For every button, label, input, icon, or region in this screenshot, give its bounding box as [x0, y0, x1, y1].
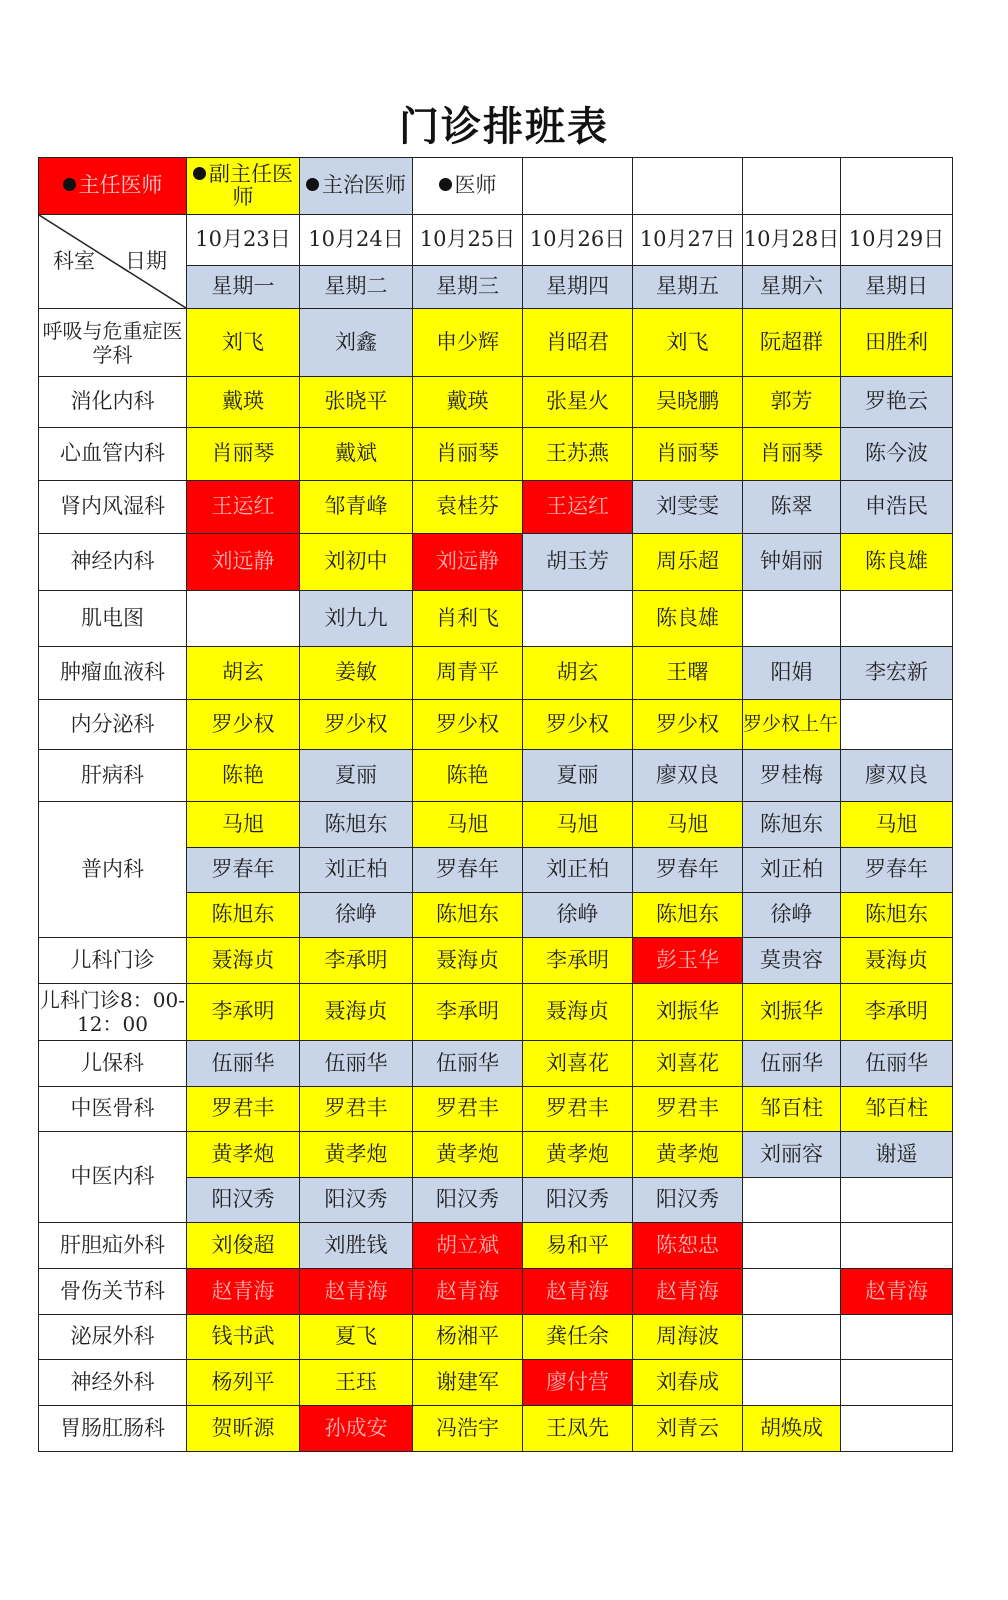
doctor-cell: 黄孝炮 — [523, 1132, 633, 1178]
doctor-cell: 夏丽 — [300, 750, 413, 802]
legend-zhuren: 主任医师 — [39, 158, 187, 215]
doctor-cell: 陈艳 — [413, 750, 523, 802]
table-row — [39, 802, 953, 848]
doctor-cell: 罗少权 — [187, 700, 300, 750]
doctor-cell: 邹百柱 — [743, 1087, 841, 1132]
doctor-cell: 戴斌 — [300, 428, 413, 481]
doctor-cell: 肖丽琴 — [743, 428, 841, 481]
doctor-cell: 申浩民 — [841, 481, 953, 534]
doctor-cell: 罗君丰 — [413, 1087, 523, 1132]
doctor-cell: 钟娟丽 — [743, 534, 841, 591]
legend-zhuzhi: 主治医师 — [300, 158, 413, 215]
doctor-cell: 赵青海 — [841, 1269, 953, 1315]
doctor-cell: 刘初中 — [300, 534, 413, 591]
doctor-cell: 黄孝炮 — [633, 1132, 743, 1178]
weekday-cell: 星期一 — [187, 265, 300, 308]
doctor-cell: 胡玄 — [187, 647, 300, 700]
table-row — [39, 1406, 953, 1452]
doctor-cell: 阳汉秀 — [187, 1178, 300, 1223]
doctor-cell: 黄孝炮 — [300, 1132, 413, 1178]
doctor-cell — [523, 591, 633, 647]
table-row — [39, 1315, 953, 1360]
doctor-cell: 罗少权 — [633, 700, 743, 750]
doctor-cell: 肖丽琴 — [633, 428, 743, 481]
table-row — [39, 700, 953, 750]
date-header: 日期 — [125, 249, 167, 273]
doctor-cell: 肖昭君 — [523, 309, 633, 377]
doctor-cell — [841, 1178, 953, 1223]
doctor-cell: 刘喜花 — [633, 1041, 743, 1087]
table-row — [39, 1041, 953, 1087]
doctor-cell: 刘鑫 — [300, 309, 413, 377]
doctor-cell: 李承明 — [300, 938, 413, 984]
doctor-cell: 伍丽华 — [841, 1041, 953, 1087]
doctor-cell: 赵青海 — [413, 1269, 523, 1315]
department-cell: 内分泌科 — [39, 700, 187, 750]
doctor-cell: 陈旭东 — [633, 893, 743, 938]
doctor-cell: 刘远静 — [187, 534, 300, 591]
doctor-cell: 袁桂芬 — [413, 481, 523, 534]
doctor-cell: 马旭 — [187, 802, 300, 848]
doctor-cell: 胡玉芳 — [523, 534, 633, 591]
table-row — [39, 938, 953, 984]
table-row — [39, 984, 953, 1041]
schedule-table — [38, 157, 953, 1452]
department-cell: 泌尿外科 — [39, 1315, 187, 1360]
doctor-cell: 孙成安 — [300, 1406, 413, 1452]
doctor-cell: 刘飞 — [633, 309, 743, 377]
doctor-cell: 夏飞 — [300, 1315, 413, 1360]
doctor-cell: 刘青云 — [633, 1406, 743, 1452]
department-cell: 肌电图 — [39, 591, 187, 647]
doctor-cell — [841, 1406, 953, 1452]
doctor-cell: 赵青海 — [300, 1269, 413, 1315]
department-cell: 消化内科 — [39, 377, 187, 428]
doctor-cell — [841, 1223, 953, 1269]
date-cell: 10月28日 — [743, 215, 841, 266]
doctor-cell: 阳汉秀 — [523, 1178, 633, 1223]
doctor-cell: 赵青海 — [187, 1269, 300, 1315]
department-cell: 心血管内科 — [39, 428, 187, 481]
doctor-cell: 罗少权 — [523, 700, 633, 750]
doctor-cell — [743, 1315, 841, 1360]
doctor-cell: 马旭 — [523, 802, 633, 848]
doctor-cell: 刘正柏 — [300, 848, 413, 893]
bullet-icon — [193, 167, 206, 180]
doctor-cell: 陈旭东 — [841, 893, 953, 938]
weekday-cell: 星期四 — [523, 265, 633, 308]
doctor-cell: 阮超群 — [743, 309, 841, 377]
doctor-cell: 聂海贞 — [187, 938, 300, 984]
doctor-cell: 刘胜钱 — [300, 1223, 413, 1269]
department-cell: 神经内科 — [39, 534, 187, 591]
header-corner — [39, 215, 187, 309]
doctor-cell — [743, 1360, 841, 1406]
department-cell: 肾内风湿科 — [39, 481, 187, 534]
weekday-cell: 星期日 — [841, 265, 953, 308]
doctor-cell: 申少辉 — [413, 309, 523, 377]
table-row — [39, 647, 953, 700]
date-cell: 10月29日 — [841, 215, 953, 266]
doctor-cell: 李承明 — [523, 938, 633, 984]
doctor-cell: 刘春成 — [633, 1360, 743, 1406]
doctor-cell: 姜敏 — [300, 647, 413, 700]
doctor-cell: 聂海贞 — [413, 938, 523, 984]
doctor-cell: 徐峥 — [300, 893, 413, 938]
table-row — [39, 1087, 953, 1132]
doctor-cell: 陈旭东 — [300, 802, 413, 848]
doctor-cell: 马旭 — [633, 802, 743, 848]
doctor-cell: 贺昕源 — [187, 1406, 300, 1452]
weekday-cell: 星期六 — [743, 265, 841, 308]
weekday-cell: 星期三 — [413, 265, 523, 308]
doctor-cell: 刘俊超 — [187, 1223, 300, 1269]
table-row — [39, 750, 953, 802]
department-cell: 儿科门诊 — [39, 938, 187, 984]
doctor-cell: 聂海贞 — [523, 984, 633, 1041]
doctor-cell: 罗君丰 — [300, 1087, 413, 1132]
doctor-cell: 陈恕忠 — [633, 1223, 743, 1269]
doctor-cell: 罗少权 — [300, 700, 413, 750]
doctor-cell: 罗少权上午 — [743, 700, 841, 750]
doctor-cell: 张星火 — [523, 377, 633, 428]
legend-row — [39, 158, 953, 215]
doctor-cell: 刘喜花 — [523, 1041, 633, 1087]
table-row — [39, 1132, 953, 1178]
doctor-cell: 王运红 — [187, 481, 300, 534]
table-row — [39, 428, 953, 481]
doctor-cell — [841, 591, 953, 647]
doctor-cell: 伍丽华 — [187, 1041, 300, 1087]
doctor-cell: 杨列平 — [187, 1360, 300, 1406]
doctor-cell — [743, 1223, 841, 1269]
doctor-cell: 李承明 — [413, 984, 523, 1041]
date-cell: 10月26日 — [523, 215, 633, 266]
doctor-cell: 吴晓鹏 — [633, 377, 743, 428]
doctor-cell: 王珏 — [300, 1360, 413, 1406]
doctor-cell: 胡立斌 — [413, 1223, 523, 1269]
table-row — [39, 1360, 953, 1406]
doctor-cell: 伍丽华 — [413, 1041, 523, 1087]
doctor-cell: 周海波 — [633, 1315, 743, 1360]
weekday-cell: 星期二 — [300, 265, 413, 308]
doctor-cell: 邹青峰 — [300, 481, 413, 534]
doctor-cell: 刘远静 — [413, 534, 523, 591]
doctor-cell: 戴瑛 — [187, 377, 300, 428]
doctor-cell: 肖丽琴 — [413, 428, 523, 481]
doctor-cell: 谢遥 — [841, 1132, 953, 1178]
doctor-cell: 罗君丰 — [187, 1087, 300, 1132]
doctor-cell: 罗少权 — [413, 700, 523, 750]
doctor-cell: 肖利飞 — [413, 591, 523, 647]
doctor-cell: 邹百柱 — [841, 1087, 953, 1132]
doctor-cell: 赵青海 — [523, 1269, 633, 1315]
doctor-cell: 阳汉秀 — [413, 1178, 523, 1223]
department-cell: 普内科 — [39, 802, 187, 938]
doctor-cell: 廖付营 — [523, 1360, 633, 1406]
doctor-cell: 罗春年 — [413, 848, 523, 893]
doctor-cell: 罗春年 — [841, 848, 953, 893]
doctor-cell: 聂海贞 — [300, 984, 413, 1041]
doctor-cell: 罗艳云 — [841, 377, 953, 428]
doctor-cell: 龚任余 — [523, 1315, 633, 1360]
doctor-cell: 伍丽华 — [743, 1041, 841, 1087]
doctor-cell: 王运红 — [523, 481, 633, 534]
date-cell: 10月25日 — [413, 215, 523, 266]
doctor-cell: 刘雯雯 — [633, 481, 743, 534]
doctor-cell: 陈今波 — [841, 428, 953, 481]
department-cell: 神经外科 — [39, 1360, 187, 1406]
doctor-cell: 周乐超 — [633, 534, 743, 591]
doctor-cell: 王苏燕 — [523, 428, 633, 481]
doctor-cell: 徐峥 — [743, 893, 841, 938]
doctor-cell: 阳娟 — [743, 647, 841, 700]
table-row — [39, 534, 953, 591]
doctor-cell: 徐峥 — [523, 893, 633, 938]
doctor-cell: 胡焕成 — [743, 1406, 841, 1452]
doctor-cell: 杨湘平 — [413, 1315, 523, 1360]
doctor-cell — [841, 1360, 953, 1406]
doctor-cell: 阳汉秀 — [633, 1178, 743, 1223]
doctor-cell: 戴瑛 — [413, 377, 523, 428]
date-cell: 10月27日 — [633, 215, 743, 266]
doctor-cell: 李宏新 — [841, 647, 953, 700]
doctor-cell: 李承明 — [841, 984, 953, 1041]
table-row — [39, 1269, 953, 1315]
department-cell: 中医内科 — [39, 1132, 187, 1223]
doctor-cell: 陈旭东 — [743, 802, 841, 848]
doctor-cell: 刘振华 — [743, 984, 841, 1041]
doctor-cell: 廖双良 — [633, 750, 743, 802]
doctor-cell: 王凤先 — [523, 1406, 633, 1452]
doctor-cell: 聂海贞 — [841, 938, 953, 984]
bullet-icon — [439, 178, 452, 191]
doctor-cell: 肖丽琴 — [187, 428, 300, 481]
doctor-cell: 陈良雄 — [633, 591, 743, 647]
date-cell: 10月24日 — [300, 215, 413, 266]
doctor-cell — [743, 1269, 841, 1315]
doctor-cell: 赵青海 — [633, 1269, 743, 1315]
doctor-cell: 夏丽 — [523, 750, 633, 802]
doctor-cell: 刘飞 — [187, 309, 300, 377]
doctor-cell: 王曙 — [633, 647, 743, 700]
date-row — [39, 215, 953, 266]
department-cell: 肝病科 — [39, 750, 187, 802]
doctor-cell: 陈良雄 — [841, 534, 953, 591]
doctor-cell: 张晓平 — [300, 377, 413, 428]
doctor-cell: 罗桂梅 — [743, 750, 841, 802]
doctor-cell: 谢建军 — [413, 1360, 523, 1406]
doctor-cell: 刘振华 — [633, 984, 743, 1041]
doctor-cell: 田胜利 — [841, 309, 953, 377]
doctor-cell: 刘正柏 — [743, 848, 841, 893]
table-row — [39, 481, 953, 534]
doctor-cell: 胡玄 — [523, 647, 633, 700]
page-title: 门诊排班表 — [399, 104, 609, 150]
doctor-cell: 钱书武 — [187, 1315, 300, 1360]
doctor-cell: 阳汉秀 — [300, 1178, 413, 1223]
doctor-cell: 周青平 — [413, 647, 523, 700]
department-cell: 胃肠肛肠科 — [39, 1406, 187, 1452]
doctor-cell: 刘正柏 — [523, 848, 633, 893]
bullet-icon — [63, 178, 76, 191]
doctor-cell — [743, 1178, 841, 1223]
table-row — [39, 591, 953, 647]
doctor-cell: 马旭 — [841, 802, 953, 848]
doctor-cell: 廖双良 — [841, 750, 953, 802]
doctor-cell: 李承明 — [187, 984, 300, 1041]
doctor-cell: 陈翠 — [743, 481, 841, 534]
department-cell: 肝胆疝外科 — [39, 1223, 187, 1269]
doctor-cell: 莫贵容 — [743, 938, 841, 984]
department-cell: 儿保科 — [39, 1041, 187, 1087]
department-cell: 呼吸与危重症医学科 — [39, 309, 187, 377]
department-cell: 骨伤关节科 — [39, 1269, 187, 1315]
doctor-cell: 黄孝炮 — [413, 1132, 523, 1178]
doctor-cell: 彭玉华 — [633, 938, 743, 984]
doctor-cell: 马旭 — [413, 802, 523, 848]
department-cell: 儿科门诊8：00-12：00 — [39, 984, 187, 1041]
doctor-cell — [187, 591, 300, 647]
department-cell: 中医骨科 — [39, 1087, 187, 1132]
legend-fuzhuren: 副主任医师 — [187, 158, 300, 215]
doctor-cell: 刘丽容 — [743, 1132, 841, 1178]
doctor-cell — [841, 1315, 953, 1360]
doctor-cell: 伍丽华 — [300, 1041, 413, 1087]
doctor-cell — [841, 700, 953, 750]
department-cell: 肿瘤血液科 — [39, 647, 187, 700]
doctor-cell: 易和平 — [523, 1223, 633, 1269]
table-row — [39, 309, 953, 377]
doctor-cell: 陈艳 — [187, 750, 300, 802]
doctor-cell: 罗君丰 — [523, 1087, 633, 1132]
doctor-cell: 黄孝炮 — [187, 1132, 300, 1178]
doctor-cell: 刘九九 — [300, 591, 413, 647]
doctor-cell — [743, 591, 841, 647]
table-row — [39, 1223, 953, 1269]
dept-header: 科室 — [53, 249, 95, 273]
doctor-cell: 罗春年 — [187, 848, 300, 893]
doctor-cell: 罗君丰 — [633, 1087, 743, 1132]
bullet-icon — [306, 178, 319, 191]
doctor-cell: 陈旭东 — [413, 893, 523, 938]
doctor-cell: 陈旭东 — [187, 893, 300, 938]
date-cell: 10月23日 — [187, 215, 300, 266]
legend-yishi: 医师 — [413, 158, 523, 215]
table-row — [39, 377, 953, 428]
weekday-cell: 星期五 — [633, 265, 743, 308]
doctor-cell: 冯浩宇 — [413, 1406, 523, 1452]
doctor-cell: 郭芳 — [743, 377, 841, 428]
doctor-cell: 罗春年 — [633, 848, 743, 893]
